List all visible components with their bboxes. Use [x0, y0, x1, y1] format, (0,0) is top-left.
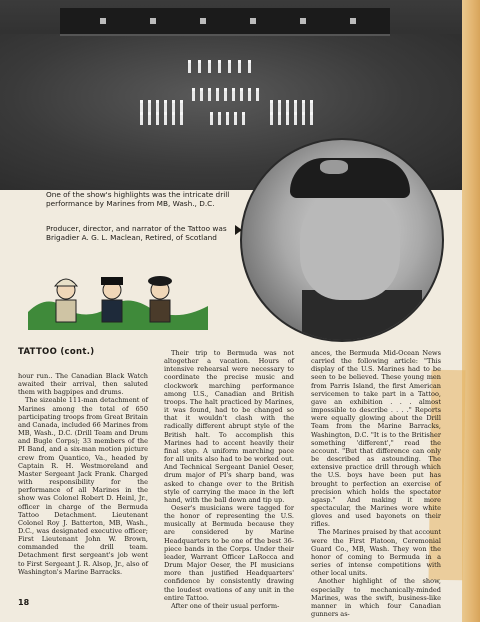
military-cap: [290, 158, 410, 198]
marcher: [240, 88, 243, 101]
paragraph: After one of their usual perform-: [171, 601, 280, 610]
marcher: [242, 112, 245, 125]
marcher: [238, 60, 241, 73]
marcher: [270, 112, 273, 125]
paragraph: Another highlight of the show, especially to mechanically-minded Marines, was the swift, business-like manner in which four Canadian gunners as-: [311, 577, 441, 618]
marcher: [310, 112, 313, 125]
brigadier-portrait: [240, 138, 444, 342]
marcher: [224, 88, 227, 101]
photo-caption: One of the show's highlights was the intricate drill performance by Marines from MB, Wash., D.C.: [46, 190, 230, 208]
marcher: [210, 112, 213, 125]
paragraph: The Marines praised by that account were the First Platoon, Ceremonial Guard Co., MB, Wash. They won the honor of coming to Bermuda in a series of intense competitions with other local units.: [311, 528, 441, 578]
article-column-3: [311, 349, 441, 618]
paragraph: ances, the Bermuda Mid-Ocean News carried the following article: "This display of the U.S. Marines had to be seen to be believed. These young men from Parris Island, the first American servicemen to take part in a Tattoo, gave an exhibition . . . almost impossible to describe . . . ." Reports were equally glowing about the Drill Team from the Marine Barracks, Washington, D.C. "It is to the Britisher something 'different'," read the account. "But that difference can only be described as astounding. The extensive practice drill through which the U.S. boys have been put has brought to perfection an exercise of precision which holds the spectator agasp." And making it more spectacular, the Marines wore white gloves and used bayonets on their rifles.: [311, 349, 441, 529]
marcher: [232, 88, 235, 101]
marcher: [256, 88, 259, 101]
portrait-caption: Producer, director, and narrator of the Tattoo was Brigadier A. G. L. Maclean, Retired, of Scotland: [46, 224, 227, 242]
page-edge: [462, 0, 480, 622]
marcher: [140, 112, 143, 125]
marcher: [148, 112, 151, 125]
paragraph: Their trip to Bermuda was not altogether a vacation. Hours of intensive rehearsal were necessary to coordinate the precise music and clockwork marching performance among U.S., Canadian and British troops. The halt practiced by Marines, it was found, had to be changed so that it wouldn't clash with the radically different abrupt style of the British halt. To accomplish this Marines had to accent heavily their final step. A uniform marching pace for all units also had to be worked out. And Technical Sergeant Daniel Oeser, drum major of PI's sharp band, was asked to change over to the British style of carrying the mace in the left hand, with the ball down and tip up.: [164, 349, 294, 504]
article-column-1: [18, 372, 148, 576]
marcher: [198, 60, 201, 73]
marcher: [200, 88, 203, 101]
marcher: [218, 112, 221, 125]
marcher: [188, 60, 191, 73]
marcher: [248, 60, 251, 73]
marcher: [228, 60, 231, 73]
marcher: [156, 112, 159, 125]
cap-badge: [320, 160, 348, 174]
marcher: [226, 112, 229, 125]
marcher: [218, 60, 221, 73]
three-soldiers-illustration: [28, 262, 208, 330]
marcher: [286, 112, 289, 125]
marcher: [208, 60, 211, 73]
marcher: [302, 112, 305, 125]
marcher: [294, 112, 297, 125]
marcher: [208, 88, 211, 101]
marcher: [248, 88, 251, 101]
marcher: [216, 88, 219, 101]
paragraph: Oeser's musicians were tagged for the honor of representing the U.S. musically at Bermuda because they are considered by Marine Headquarters to be one of the best 36-piece bands in the Corps. Under their leader, Warrant Officer LaRocca and Drum Major Oeser, the PI musicians more than justified Headquarters' confidence by consistently drawing the loudest ovations of any unit in the entire Tattoo.: [164, 503, 294, 602]
page-number: 18: [18, 598, 30, 607]
marcher: [234, 112, 237, 125]
marcher: [192, 88, 195, 101]
article-column-2: [164, 349, 294, 610]
marcher: [278, 112, 281, 125]
paragraph: hour run.. The Canadian Black Watch awaited their arrival, then saluted them with bagpipes and drums.: [18, 372, 148, 397]
arrow-icon: [235, 225, 242, 235]
marcher: [172, 112, 175, 125]
marcher: [180, 112, 183, 125]
section-title: TATTOO (cont.): [18, 347, 95, 357]
paragraph: The sizeable 111-man detachment of Marines among the total of 650 participating troops from Great Britain and Canada, included 66 Marines from MB, Wash., D.C. (Drill Team and Drum and Bugle Corps); 33 members of the PI Band, and a six-man motion picture crew from Quantico, Va., headed by Captain R. H. Westmoreland and Master Sergeant Jack Frank. Charged with responsibility for the performance of all Marines in the show was Colonel Robert D. Heinl, Jr., officer in charge of the Bermuda Tattoo Detachment. Lieutenant Colonel Roy J. Batterton, MB, Wash., D.C., was designated executive officer; First Lieutenant John W. Brown, commanded the drill team. Detachment first sergeant's job went to First Sergeant J. R. Alsop, Jr., also of Washington's Marine Barracks.: [18, 396, 148, 576]
marcher: [164, 112, 167, 125]
face: [300, 190, 400, 300]
castle-wall: [60, 8, 390, 36]
